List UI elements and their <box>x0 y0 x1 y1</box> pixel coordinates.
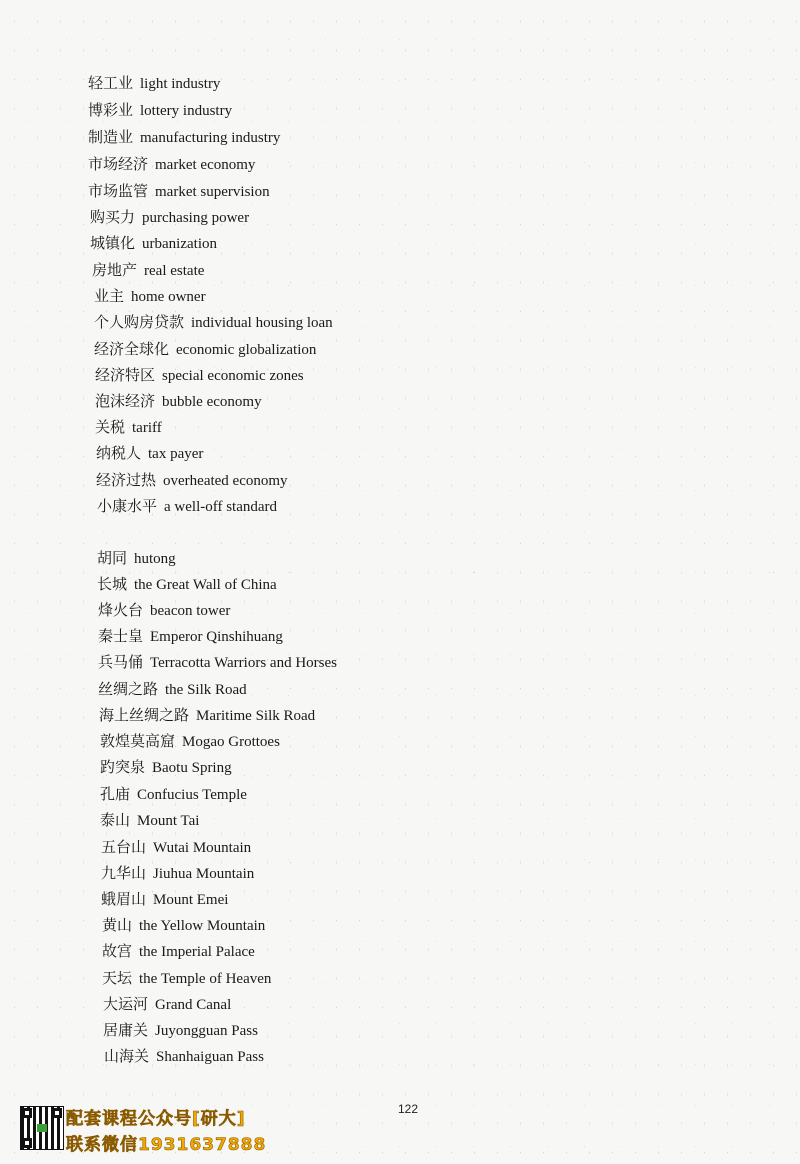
entry-chinese-term: 小康水平 <box>97 499 158 515</box>
entry-chinese-term: 经济特区 <box>95 368 156 384</box>
entry-chinese-term: 城镇化 <box>90 236 136 252</box>
glossary-entry <box>96 445 203 463</box>
entry-english-term: economic globalization <box>176 342 317 358</box>
entry-english-term: beacon tower <box>150 603 231 619</box>
entry-english-term: hutong <box>134 551 176 567</box>
glossary-entry <box>88 129 280 147</box>
glossary-entry <box>102 970 271 988</box>
entry-english-term: the Silk Road <box>165 682 247 698</box>
entry-chinese-term: 泡沫经济 <box>95 394 156 410</box>
glossary-entry <box>95 367 304 385</box>
glossary-entry <box>96 472 288 490</box>
glossary-entry <box>95 393 262 411</box>
glossary-entry <box>97 550 176 568</box>
glossary-entry <box>90 209 249 227</box>
entry-chinese-term: 丝绸之路 <box>98 682 159 698</box>
entry-chinese-term: 天坛 <box>102 971 133 987</box>
entry-english-term: Maritime Silk Road <box>196 708 316 724</box>
entry-chinese-term: 山海关 <box>104 1049 150 1065</box>
entry-english-term: purchasing power <box>142 210 250 226</box>
entry-english-term: Terracotta Warriors and Horses <box>150 655 337 671</box>
entry-english-term: market supervision <box>155 184 270 200</box>
entry-chinese-term: 纳税人 <box>96 446 142 462</box>
glossary-entry <box>104 1048 264 1066</box>
entry-chinese-term: 大运河 <box>103 997 149 1013</box>
entry-chinese-term: 趵突泉 <box>100 760 146 776</box>
entry-english-term: Confucius Temple <box>137 787 247 803</box>
entry-chinese-term: 敦煌莫高窟 <box>100 734 176 750</box>
glossary-entry <box>88 156 255 174</box>
entry-english-term: Jiuhua Mountain <box>153 866 255 882</box>
entry-chinese-term: 五台山 <box>101 840 147 856</box>
entry-english-term: the Great Wall of China <box>134 577 277 593</box>
glossary-entry <box>101 839 251 857</box>
entry-chinese-term: 蛾眉山 <box>101 892 147 908</box>
entry-english-term: market economy <box>155 157 256 173</box>
entry-chinese-term: 居庸关 <box>103 1023 149 1039</box>
glossary-entry <box>98 681 247 699</box>
entry-english-term: bubble economy <box>162 394 262 410</box>
glossary-entry <box>88 183 270 201</box>
entry-english-term: the Yellow Mountain <box>139 918 266 934</box>
entry-english-term: urbanization <box>142 236 217 252</box>
entry-english-term: special economic zones <box>162 368 304 384</box>
glossary-entry <box>101 865 254 883</box>
glossary-entry <box>102 943 255 961</box>
glossary-entry <box>94 314 333 332</box>
entry-english-term: a well-off standard <box>164 499 278 515</box>
entry-chinese-term: 房地产 <box>92 263 138 279</box>
glossary-entry <box>94 288 206 306</box>
glossary-entry <box>98 628 283 646</box>
entry-chinese-term: 博彩业 <box>88 103 134 119</box>
entry-english-term: Wutai Mountain <box>153 840 252 856</box>
glossary-entry <box>100 786 247 804</box>
glossary-entry <box>98 654 337 672</box>
entry-english-term: Shanhaiguan Pass <box>156 1049 264 1065</box>
glossary-entry <box>101 891 228 909</box>
entry-english-term: tariff <box>132 420 162 436</box>
entry-chinese-term: 制造业 <box>88 130 134 146</box>
glossary-entry <box>103 1022 258 1040</box>
glossary-entry <box>99 707 315 725</box>
glossary-entry <box>100 733 280 751</box>
entry-english-term: home owner <box>131 289 206 305</box>
entry-chinese-term: 九华山 <box>101 866 147 882</box>
entry-english-term: overheated economy <box>163 473 288 489</box>
glossary-entry <box>88 102 232 120</box>
entry-chinese-term: 个人购房贷款 <box>94 315 185 331</box>
watermark-line-1: 配套课程公众号[研大] <box>66 1109 246 1129</box>
entry-chinese-term: 黄山 <box>102 918 133 934</box>
qr-code-icon <box>20 1106 64 1150</box>
entry-chinese-term: 业主 <box>94 289 125 305</box>
entry-chinese-term: 长城 <box>97 577 128 593</box>
watermark-line-2: 联系微信1931637888 <box>66 1135 267 1155</box>
glossary-entry <box>92 262 204 280</box>
glossary-entry <box>88 75 220 93</box>
entry-english-term: the Temple of Heaven <box>139 971 272 987</box>
entry-english-term: Mount Emei <box>153 892 229 908</box>
entry-english-term: manufacturing industry <box>140 130 281 146</box>
glossary-entry <box>100 812 199 830</box>
entry-english-term: Mount Tai <box>137 813 200 829</box>
entry-english-term: Emperor Qinshihuang <box>150 629 283 645</box>
entry-english-term: real estate <box>144 263 205 279</box>
glossary-entry <box>97 498 277 516</box>
entry-chinese-term: 经济过热 <box>96 473 157 489</box>
entry-chinese-term: 兵马俑 <box>98 655 144 671</box>
entry-english-term: Baotu Spring <box>152 760 232 776</box>
page-number: 122 <box>398 1102 419 1116</box>
entry-chinese-term: 购买力 <box>90 210 136 226</box>
glossary-entry <box>100 759 232 777</box>
entry-chinese-term: 市场经济 <box>88 157 149 173</box>
entry-chinese-term: 泰山 <box>100 813 131 829</box>
entry-english-term: lottery industry <box>140 103 233 119</box>
entry-english-term: tax payer <box>148 446 204 462</box>
entry-english-term: Juyongguan Pass <box>155 1023 258 1039</box>
entry-chinese-term: 经济全球化 <box>94 342 170 358</box>
entry-chinese-term: 胡同 <box>97 551 128 567</box>
glossary-entry <box>94 341 316 359</box>
entry-english-term: Mogao Grottoes <box>182 734 280 750</box>
glossary-entry <box>98 602 230 620</box>
glossary-entry <box>95 419 162 437</box>
glossary-entry <box>97 576 277 594</box>
entry-english-term: Grand Canal <box>155 997 232 1013</box>
glossary-entry <box>102 917 265 935</box>
entry-english-term: individual housing loan <box>191 315 333 331</box>
entry-chinese-term: 孔庙 <box>100 787 131 803</box>
entry-chinese-term: 市场监管 <box>88 184 149 200</box>
entry-english-term: the Imperial Palace <box>139 944 255 960</box>
entry-chinese-term: 故宫 <box>102 944 133 960</box>
entry-chinese-term: 轻工业 <box>88 76 134 92</box>
entry-english-term: light industry <box>140 76 221 92</box>
glossary-entry <box>103 996 231 1014</box>
entry-chinese-term: 关税 <box>95 420 126 436</box>
glossary-entry <box>90 235 217 253</box>
entry-chinese-term: 烽火台 <box>98 603 144 619</box>
entry-chinese-term: 秦士皇 <box>98 629 144 645</box>
entry-chinese-term: 海上丝绸之路 <box>99 708 190 724</box>
